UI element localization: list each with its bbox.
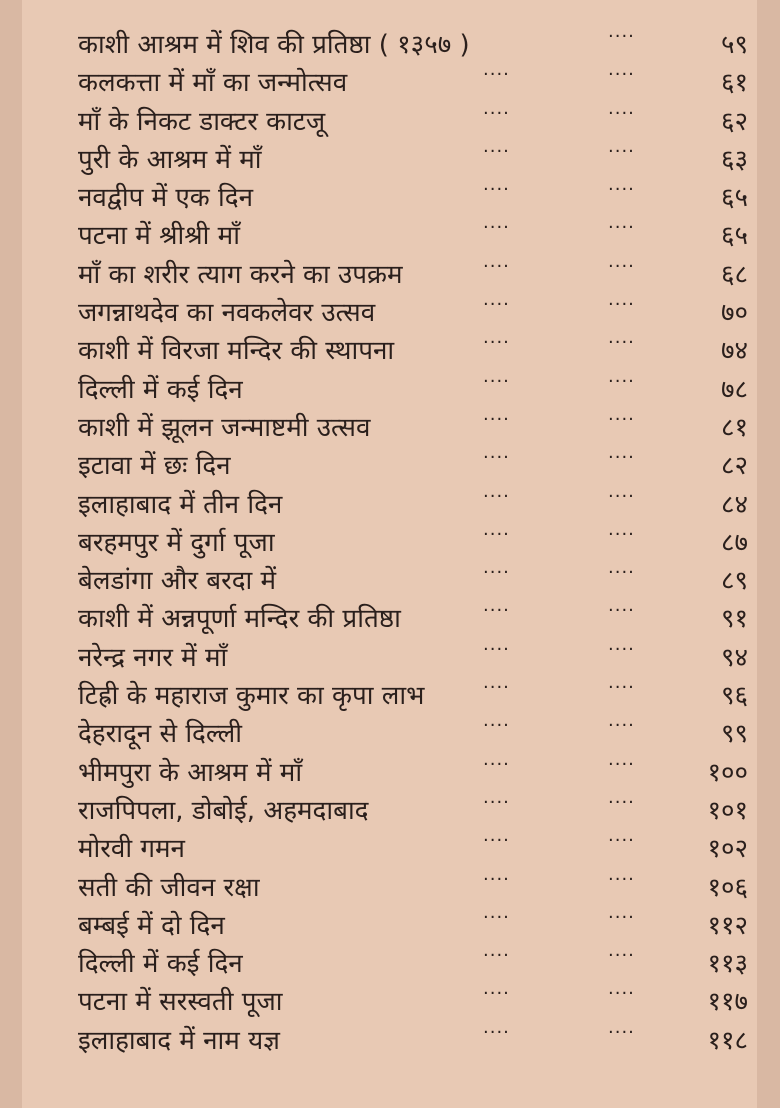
- entry-page-number: ११८: [707, 1025, 748, 1056]
- toc-entry: [78, 754, 748, 792]
- entry-title: जगन्नाथदेव का नवकलेवर उत्सव: [78, 298, 376, 329]
- entry-title: भीमपुरा के आश्रम में माँ: [78, 757, 303, 788]
- entry-page-number: १००: [707, 757, 748, 788]
- entry-page-number: ८९: [720, 566, 748, 597]
- entry-page-number: १०१: [707, 795, 748, 826]
- dot-leader: ····: [608, 791, 635, 813]
- dot-leader: ····: [608, 715, 635, 737]
- toc-entry: [78, 1022, 748, 1060]
- entry-title: मोरवी गमन: [78, 834, 185, 865]
- dot-leader: ····: [608, 294, 635, 316]
- entry-title: इलाहाबाद में तीन दिन: [78, 489, 283, 520]
- entry-page-number: ६५: [720, 221, 748, 252]
- entry-title: माँ के निकट डाक्टर काटजू: [78, 106, 326, 137]
- dot-leader: ····: [483, 1021, 510, 1043]
- toc-entry: [78, 447, 748, 485]
- dot-leader: ····: [608, 638, 635, 660]
- entry-page-number: ७०: [720, 298, 748, 329]
- entry-title: बरहमपुर में दुर्गा पूजा: [78, 527, 275, 558]
- entry-page-number: ९९: [720, 719, 748, 750]
- dot-leader: ····: [483, 715, 510, 737]
- dot-leader: ····: [483, 945, 510, 967]
- entry-page-number: ८४: [720, 489, 748, 520]
- dot-leader: ····: [483, 562, 510, 584]
- dot-leader: ····: [483, 217, 510, 239]
- toc-entry: [78, 524, 748, 562]
- toc-entry: [78, 332, 748, 370]
- dot-leader: ····: [483, 408, 510, 430]
- toc-entry: [78, 371, 748, 409]
- toc-entry: [78, 869, 748, 907]
- dot-leader: ····: [483, 179, 510, 201]
- dot-leader: ····: [483, 447, 510, 469]
- dot-leader: ····: [483, 64, 510, 86]
- dot-leader: ····: [608, 332, 635, 354]
- dot-leader: ····: [608, 523, 635, 545]
- entry-title: इटावा में छः दिन: [78, 451, 231, 482]
- dot-leader: ····: [483, 983, 510, 1005]
- entry-page-number: ६३: [720, 144, 748, 175]
- entry-page-number: ११२: [707, 910, 748, 941]
- entry-title: बेलडांगा और बरदा में: [78, 566, 277, 597]
- entry-page-number: ६१: [720, 68, 748, 99]
- dot-leader: ····: [608, 983, 635, 1005]
- dot-leader: ····: [483, 868, 510, 890]
- dot-leader: ····: [608, 600, 635, 622]
- dot-leader: ····: [483, 370, 510, 392]
- dot-leader: ····: [483, 638, 510, 660]
- entry-title: देहरादून से दिल्ली: [78, 719, 242, 750]
- toc-entry: [78, 141, 748, 179]
- toc-entry: [78, 715, 748, 753]
- entry-page-number: ९६: [720, 681, 748, 712]
- entry-title: माँ का शरीर त्याग करने का उपक्रम: [78, 259, 403, 290]
- entry-title: काशी आश्रम में शिव की प्रतिष्ठा ( १३५७ ): [78, 30, 470, 60]
- entry-page-number: ८७: [720, 527, 748, 558]
- dot-leader: ····: [608, 370, 635, 392]
- entry-title: टिह्री के महाराज कुमार का कृपा लाभ: [78, 681, 425, 712]
- dot-leader: ····: [608, 102, 635, 124]
- book-page: [22, 0, 757, 1108]
- dot-leader: ····: [483, 906, 510, 928]
- dot-leader: ····: [483, 677, 510, 699]
- dot-leader: ····: [608, 753, 635, 775]
- dot-leader: ····: [608, 562, 635, 584]
- toc-entry: [78, 945, 748, 983]
- entry-page-number: ९१: [720, 604, 748, 635]
- toc-entry: [78, 486, 748, 524]
- dot-leader: ····: [608, 485, 635, 507]
- entry-title: कलकत्ता में माँ का जन्मोत्सव: [78, 68, 348, 99]
- dot-leader: ····: [483, 600, 510, 622]
- entry-title: नवद्वीप में एक दिन: [78, 183, 253, 214]
- entry-page-number: १०६: [707, 872, 748, 903]
- dot-leader: ····: [483, 140, 510, 162]
- dot-leader: ····: [608, 830, 635, 852]
- table-of-contents: [78, 26, 748, 1060]
- entry-title: पटना में सरस्वती पूजा: [78, 987, 283, 1018]
- dot-leader: ····: [483, 102, 510, 124]
- entry-title: राजपिपला, डोबोई, अहमदाबाद: [78, 795, 369, 826]
- entry-title: काशी में विरजा मन्दिर की स्थापना: [78, 336, 395, 367]
- entry-title: इलाहाबाद में नाम यज्ञ: [78, 1025, 280, 1056]
- entry-title: काशी में झूलन जन्माष्टमी उत्सव: [78, 412, 371, 443]
- dot-leader: ····: [608, 906, 635, 928]
- entry-page-number: ११७: [707, 987, 748, 1018]
- dot-leader: ····: [483, 791, 510, 813]
- entry-page-number: ८२: [720, 451, 748, 482]
- dot-leader: ····: [608, 447, 635, 469]
- dot-leader: ····: [608, 26, 635, 47]
- entry-title: दिल्ली में कई दिन: [78, 374, 243, 405]
- toc-entry: [78, 256, 748, 294]
- toc-entry: [78, 562, 748, 600]
- entry-title: दिल्ली में कई दिन: [78, 949, 243, 980]
- entry-page-number: ८१: [720, 412, 748, 443]
- dot-leader: ····: [483, 294, 510, 316]
- entry-title: सती की जीवन रक्षा: [78, 872, 260, 903]
- dot-leader: ····: [483, 523, 510, 545]
- entry-page-number: ११३: [707, 949, 748, 980]
- toc-entry: [78, 792, 748, 830]
- entry-page-number: ६२: [720, 106, 748, 137]
- toc-entry: [78, 179, 748, 217]
- entry-page-number: ७४: [720, 336, 748, 367]
- dot-leader: ····: [483, 830, 510, 852]
- dot-leader: ····: [608, 677, 635, 699]
- toc-entry: [78, 907, 748, 945]
- entry-page-number: ५९: [720, 30, 748, 60]
- entry-page-number: ९४: [720, 642, 748, 673]
- toc-entry: [78, 830, 748, 868]
- toc-entry: [78, 677, 748, 715]
- toc-entry: [78, 983, 748, 1021]
- dot-leader: ····: [608, 179, 635, 201]
- entry-page-number: ६५: [720, 183, 748, 214]
- dot-leader: ····: [483, 332, 510, 354]
- toc-entry: [78, 217, 748, 255]
- dot-leader: ····: [483, 255, 510, 277]
- dot-leader: ····: [608, 255, 635, 277]
- dot-leader: ····: [608, 1021, 635, 1043]
- entry-title: पटना में श्रीश्री माँ: [78, 221, 240, 252]
- toc-entry: [78, 294, 748, 332]
- entry-title: काशी में अन्नपूर्णा मन्दिर की प्रतिष्ठा: [78, 604, 401, 635]
- toc-entry: [78, 64, 748, 102]
- toc-entry: [78, 26, 748, 64]
- entry-page-number: १०२: [707, 834, 748, 865]
- dot-leader: ····: [608, 945, 635, 967]
- dot-leader: ····: [608, 64, 635, 86]
- dot-leader: ····: [608, 408, 635, 430]
- toc-entry: [78, 639, 748, 677]
- toc-entry: [78, 409, 748, 447]
- dot-leader: ····: [608, 868, 635, 890]
- entry-page-number: ७८: [720, 374, 748, 405]
- toc-entry: [78, 600, 748, 638]
- entry-title: पुरी के आश्रम में माँ: [78, 144, 262, 175]
- toc-entry: [78, 103, 748, 141]
- dot-leader: ····: [483, 485, 510, 507]
- dot-leader: ····: [608, 140, 635, 162]
- entry-title: बम्बई में दो दिन: [78, 910, 225, 941]
- dot-leader: ····: [483, 753, 510, 775]
- dot-leader: ····: [608, 217, 635, 239]
- entry-page-number: ६८: [720, 259, 748, 290]
- entry-title: नरेन्द्र नगर में माँ: [78, 642, 228, 673]
